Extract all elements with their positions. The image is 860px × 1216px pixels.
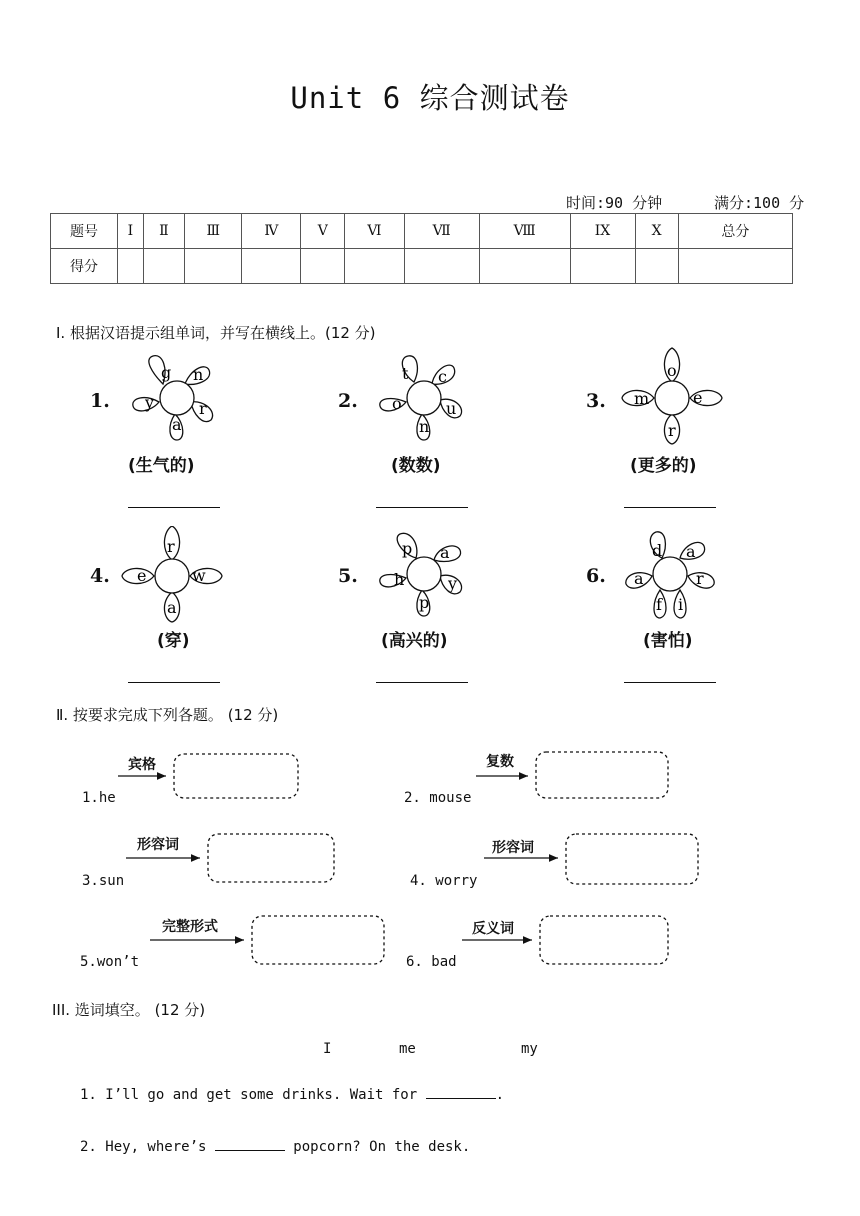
petal-letter: e [137, 566, 147, 585]
answer-blank[interactable] [624, 507, 716, 508]
score-table-col: Ⅴ [301, 214, 345, 249]
petal-letter: o [392, 394, 402, 413]
score-cell[interactable] [242, 249, 301, 284]
transform-label: 宾格 [128, 757, 156, 773]
score-table-row-label: 得分 [51, 249, 118, 284]
word-bank-item: I [323, 1041, 332, 1057]
page-title: Unit 6 综合测试卷 [290, 81, 570, 115]
petal-letter: e [693, 388, 703, 407]
score-table-col: X [635, 214, 678, 249]
petal-letter: r [668, 421, 676, 440]
score-cell[interactable] [570, 249, 635, 284]
flower-6 [618, 528, 722, 622]
chinese-hint: (数数) [391, 456, 441, 476]
petal-letter: m [634, 389, 650, 408]
transform-label: 反义词 [472, 921, 514, 937]
exercise-word: 5.won’t [80, 954, 140, 970]
answer-blank[interactable] [215, 1149, 285, 1151]
flower-2 [372, 352, 472, 444]
petal-letter: r [696, 569, 704, 588]
answer-blank[interactable] [128, 507, 220, 508]
petal-letter: p [419, 593, 430, 612]
flower-5 [372, 528, 472, 620]
score-table-col: Ⅶ [404, 214, 479, 249]
answer-blank[interactable] [624, 682, 716, 683]
section-2-heading: Ⅱ. 按要求完成下列各题。 (12 分) [56, 706, 279, 724]
chinese-hint: (更多的) [630, 456, 697, 476]
score-cell[interactable] [118, 249, 144, 284]
transform-label: 完整形式 [162, 919, 218, 935]
item-number: 4. [90, 565, 110, 587]
answer-blank[interactable] [376, 682, 468, 683]
answer-box [174, 754, 298, 798]
score-table-header-row [51, 214, 793, 249]
chinese-hint: (穿) [157, 631, 190, 651]
question-text: 1. I’ll go and get some drinks. Wait for [80, 1087, 426, 1103]
petal-letter: g [161, 363, 172, 382]
answer-box [208, 834, 334, 882]
petal-letter: d [652, 541, 663, 560]
petal-letter: a [167, 598, 177, 617]
full-score: 满分:100 分 [714, 194, 805, 212]
word-bank-item: me [399, 1041, 416, 1057]
score-cell[interactable] [143, 249, 184, 284]
item-number: 3. [586, 390, 606, 412]
score-table-col: Ⅷ [479, 214, 570, 249]
time-limit: 时间:90 分钟 [566, 194, 663, 212]
answer-box [536, 752, 668, 798]
item-number: 5. [338, 565, 358, 587]
petal-letter: i [678, 595, 684, 614]
score-table-col: 总分 [678, 214, 792, 249]
exercise-word: 1.he [82, 790, 116, 806]
score-cell[interactable] [301, 249, 345, 284]
item-number: 1. [90, 390, 110, 412]
petal-letter: y [145, 393, 155, 412]
section-3-heading: III. 选词填空。 (12 分) [52, 1001, 206, 1019]
question-2 [80, 1139, 470, 1155]
section-1-heading: Ⅰ. 根据汉语提示组单词，并写在横线上。(12 分) [56, 324, 376, 342]
petal-letter: a [686, 542, 696, 561]
petal-letter: y [448, 574, 458, 593]
answer-blank[interactable] [426, 1097, 496, 1099]
petal-letter: a [634, 569, 644, 588]
petal-letter: n [193, 365, 204, 384]
question-1 [80, 1087, 504, 1103]
petal-letter: a [172, 415, 182, 434]
petal-letter: n [419, 417, 430, 436]
chinese-hint: (高兴的) [381, 631, 448, 651]
question-text: 2. Hey, where’s [80, 1139, 215, 1155]
petal-letter: c [438, 367, 447, 386]
score-cell[interactable] [479, 249, 570, 284]
exercise-word: 3.sun [82, 873, 125, 889]
exercise-word: 6. bad [406, 954, 457, 970]
petal-letter: p [402, 539, 413, 558]
item-number: 6. [586, 565, 606, 587]
answer-blank[interactable] [376, 507, 468, 508]
petal-letter: f [656, 595, 662, 614]
score-cell[interactable] [185, 249, 242, 284]
transform-label: 形容词 [137, 837, 179, 853]
score-table-col: ⅠX [570, 214, 635, 249]
chinese-hint: (生气的) [128, 456, 195, 476]
score-table-score-row [51, 249, 793, 284]
item-number: 2. [338, 390, 358, 412]
petal-letter: u [446, 399, 457, 418]
score-table-col: Ⅲ [185, 214, 242, 249]
answer-box [566, 834, 698, 884]
transform-label: 复数 [486, 754, 514, 770]
question-text: popcorn? On the desk. [284, 1139, 471, 1155]
transform-label: 形容词 [492, 840, 534, 856]
petal-letter: r [199, 399, 207, 418]
score-cell[interactable] [404, 249, 479, 284]
answer-blank[interactable] [128, 682, 220, 683]
petal-letter: h [394, 570, 405, 589]
answer-box [252, 916, 384, 964]
answer-box [540, 916, 668, 964]
score-table [50, 213, 793, 284]
flower-3 [620, 346, 724, 446]
score-table-col: Ⅵ [345, 214, 404, 249]
question-text: . [495, 1087, 505, 1103]
chinese-hint: (害怕) [643, 631, 693, 651]
flower-1 [125, 352, 225, 444]
petal-letter: o [667, 361, 677, 380]
exercise-word: 2. mouse [404, 790, 472, 806]
score-table-col: Ⅳ [242, 214, 301, 249]
petal-letter: a [440, 543, 450, 562]
exercise-word: 4. worry [410, 873, 478, 889]
score-table-row-label: 题号 [51, 214, 118, 249]
flower-4 [120, 526, 224, 626]
score-cell[interactable] [345, 249, 404, 284]
score-table-col: Ⅱ [143, 214, 184, 249]
transform-exercise-diagram [0, 740, 860, 980]
petal-letter: r [167, 537, 175, 556]
score-cell[interactable] [678, 249, 792, 284]
score-table-col: Ⅰ [118, 214, 144, 249]
word-bank-item: my [521, 1041, 538, 1057]
petal-letter: w [192, 566, 206, 585]
score-cell[interactable] [635, 249, 678, 284]
petal-letter: t [402, 364, 409, 383]
